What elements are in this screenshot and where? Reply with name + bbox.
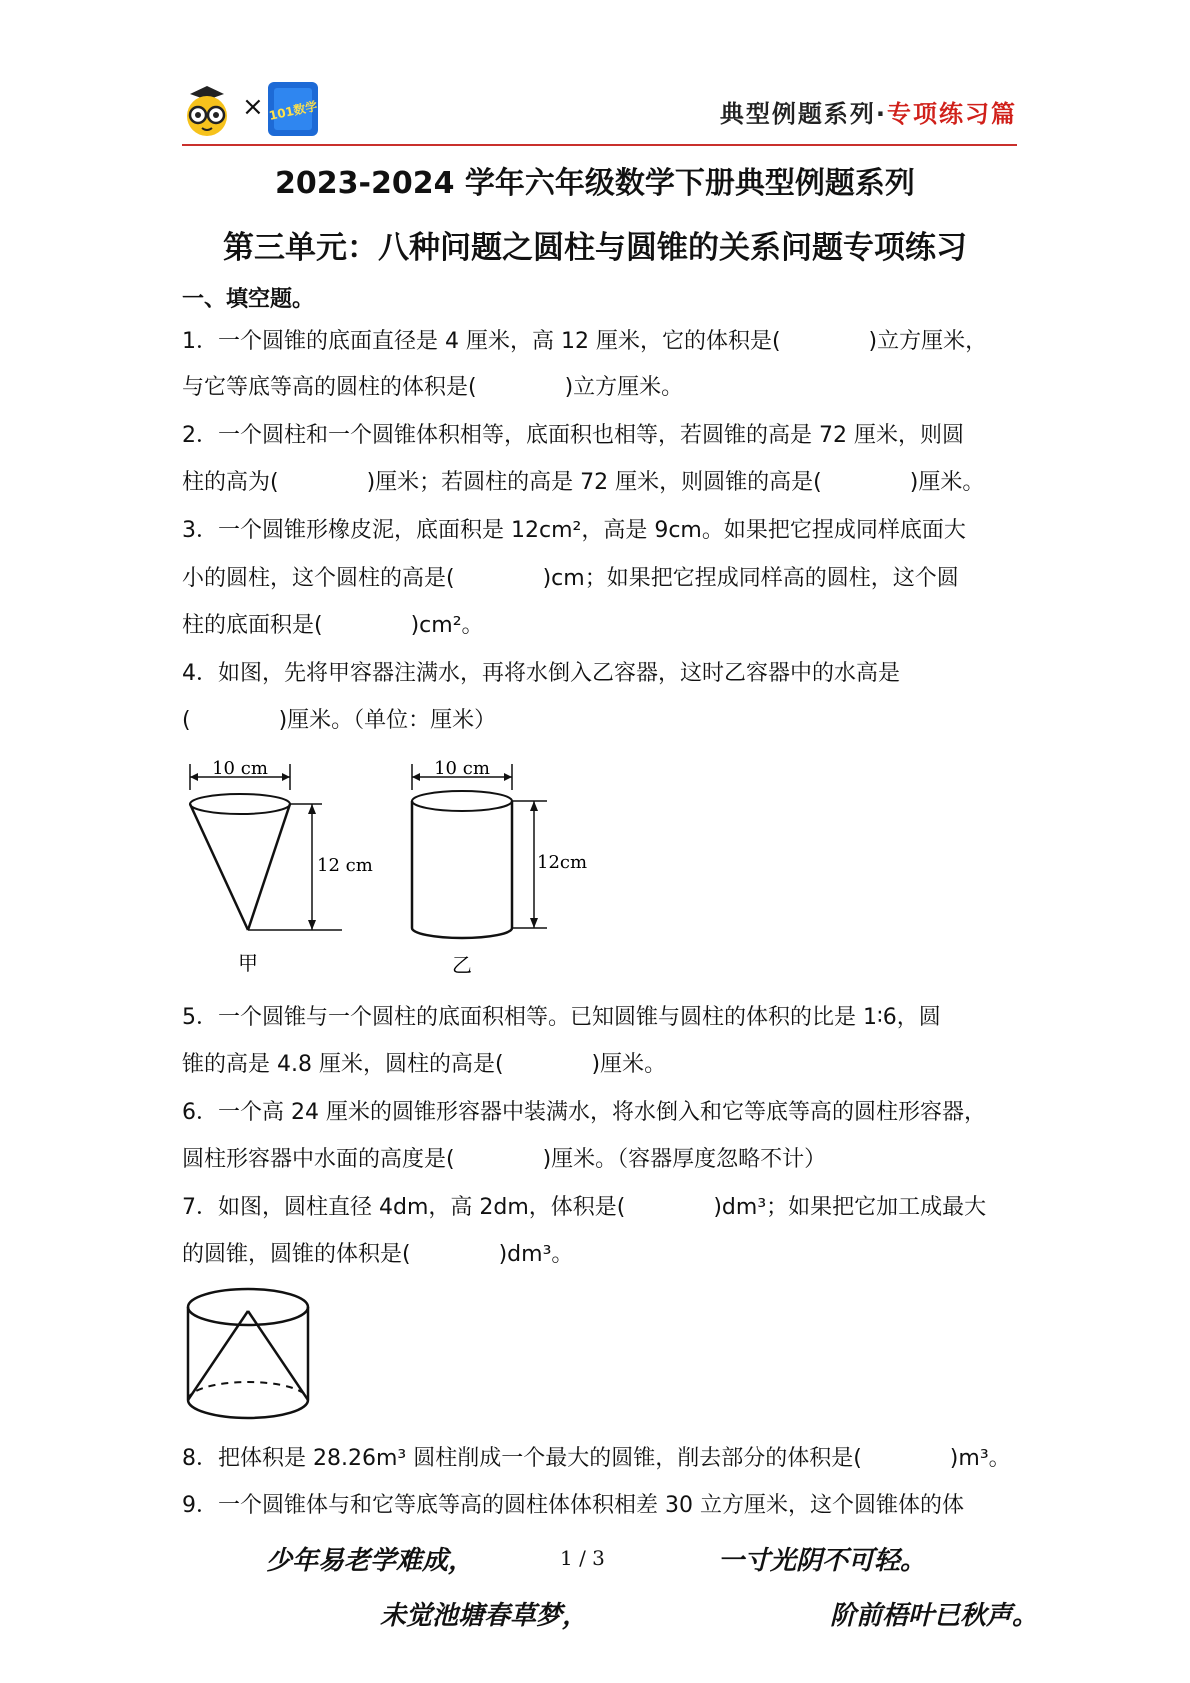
owl-logo-icon xyxy=(182,84,232,138)
cylinder-diagram xyxy=(412,760,587,977)
cone-height-label: 12 cm xyxy=(317,855,373,876)
header-divider xyxy=(182,144,1017,146)
cone-diameter-label: 10 cm xyxy=(212,760,268,779)
cylinder-diameter-label: 10 cm xyxy=(434,760,490,779)
footer-poem-line1-left: 少年易老学难成， xyxy=(266,1546,475,1576)
question-line: 小的圆柱，这个圆柱的高是( )cm；如果把它捏成同样高的圆柱，这个圆 xyxy=(182,566,959,591)
series-title-red: 专项练习篇 xyxy=(887,100,1017,128)
page-header xyxy=(182,80,1017,146)
question-line: 柱的高为( )厘米；若圆柱的高是 72 厘米，则圆锥的高是( )厘米。 xyxy=(182,470,985,495)
document-title: 2023-2024 学年六年级数学下册典型例题系列 xyxy=(275,166,915,201)
figure-cone-in-cylinder xyxy=(182,1285,322,1425)
footer-poem-line1-right: 一寸光阴不可轻。 xyxy=(718,1546,927,1576)
question-line: 6．一个高 24 厘米的圆锥形容器中装满水，将水倒入和它等底等高的圆柱形容器， xyxy=(182,1100,986,1125)
book-logo-text: 101数学 xyxy=(267,99,319,123)
question-line: 8．把体积是 28.26m³ 圆柱削成一个最大的圆锥，削去部分的体积是( )m³。 xyxy=(182,1446,1011,1471)
cone-caption: 甲 xyxy=(238,951,258,975)
cone-diagram xyxy=(190,760,373,975)
figure-cone-cylinder xyxy=(182,760,602,985)
question-line: 7．如图，圆柱直径 4dm，高 2dm，体积是( )dm³；如果把它加工成最大 xyxy=(182,1195,987,1220)
footer-poem-line2-left: 未觉池塘春草梦， xyxy=(380,1601,589,1631)
question-line: 9．一个圆锥体与和它等底等高的圆柱体体积相差 30 立方厘米，这个圆锥体的体 xyxy=(182,1493,964,1518)
cylinder-caption: 乙 xyxy=(452,953,472,977)
question-line: 与它等底等高的圆柱的体积是( )立方厘米。 xyxy=(182,375,684,400)
footer-poem-line2-right: 阶前梧叶已秋声。 xyxy=(830,1601,1039,1631)
document-subtitle: 第三单元：八种问题之圆柱与圆锥的关系问题专项练习 xyxy=(223,230,967,266)
logo-separator: × xyxy=(242,92,264,122)
question-line: 柱的底面积是( )cm²。 xyxy=(182,613,484,638)
question-line: ( )厘米。（单位：厘米） xyxy=(182,708,497,733)
question-line: 圆柱形容器中水面的高度是( )厘米。（容器厚度忽略不计） xyxy=(182,1147,827,1172)
section-heading-fill-blank: 一、填空题。 xyxy=(182,287,315,312)
question-line: 5．一个圆锥与一个圆柱的底面积相等。已知圆锥与圆柱的体积的比是 1∶6，圆 xyxy=(182,1005,941,1030)
series-title xyxy=(720,94,1017,129)
page-number: 1 / 3 xyxy=(560,1546,605,1570)
book-logo-icon xyxy=(266,80,320,138)
question-line: 3．一个圆锥形橡皮泥，底面积是 12cm²，高是 9cm。如果把它捏成同样底面大 xyxy=(182,518,966,543)
series-title-black: 典型例题系列· xyxy=(719,100,887,128)
question-line: 锥的高是 4.8 厘米，圆柱的高是( )厘米。 xyxy=(182,1052,667,1077)
question-line: 的圆锥，圆锥的体积是( )dm³。 xyxy=(182,1242,574,1267)
question-line: 1．一个圆锥的底面直径是 4 厘米，高 12 厘米，它的体积是( )立方厘米， xyxy=(182,329,988,354)
question-line: 4．如图，先将甲容器注满水，再将水倒入乙容器，这时乙容器中的水高是 xyxy=(182,661,900,686)
cylinder-height-label: 12cm xyxy=(537,852,588,873)
question-line: 2．一个圆柱和一个圆锥体积相等，底面积也相等，若圆锥的高是 72 厘米，则圆 xyxy=(182,423,964,448)
